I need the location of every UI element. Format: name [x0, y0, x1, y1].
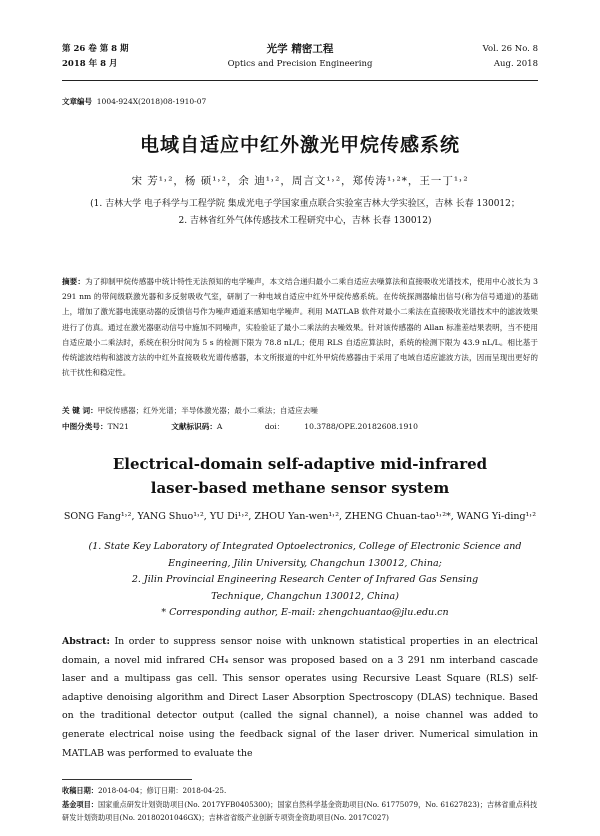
keywords-cn-label: 关 键 词：	[62, 406, 98, 415]
abstract-en-text: In order to suppress sensor noise with unknown statistical properties in an electrical domain, a novel mid infrared CH₄ sensor was proposed based on a 3 291 nm interband cascade laser and a multipass gas cell. This sensor operates using Recursive Least Square (RLS) self-adaptive denoising algorithm and Direct Laser Absorption Spectroscopy (DLAS) technique. Based on the traditional detector output (called the signal channel), a noise channel was added to generate electrical noise using the feedback signal of the laser driver. Numerical simulation in MATLAB was performed to evaluate the	[62, 636, 538, 759]
authors-en: SONG Fang¹˒², YANG Shuo¹˒², YU Di¹˒², ZHOU Yan-wen¹˒², ZHENG Chuan-tao¹˒²*, WANG Yi-ding¹˒²	[63, 511, 537, 522]
journal-title-en: Optics and Precision Engineering	[227, 59, 373, 69]
journal-title-cn: 光学 精密工程	[266, 43, 334, 55]
footnotes	[62, 784, 538, 825]
keywords-cn-text: 甲烷传感器；红外光谱；半导体激光器；最小二乘法；自适应去噪	[97, 406, 318, 415]
footnote-rule	[62, 779, 192, 780]
header-rule	[62, 80, 538, 81]
abstract-cn-text: 为了抑制甲烷传感器中统计特性无法预知的电学噪声，本文结合递归最小二乘自适应去噪算法和直接吸收光谱技术，使用中心波长为 3 291 nm 的带间级联激光器和多反射吸收气室，研制了一种电域自适应中红外甲烷传感系统。在传统探测器输出信号(称为信号通道)的基础上，增加了激光器电流驱动器的反馈信号作为噪声通道来感知电学噪声。利用 MATLAB 软件对最小二乘法在直接吸收光谱技术中的滤波效果进行了仿真。通过在激光器驱动信号中施加不同噪声，实验验证了最小二乘法的去噪效果。针对该传感器的 Allan 标准差结果表明，当不使用自适应最小二乘法时，系统在积分时间为 5 s 的检测下限为 78.8 nL/L；使用 RLS 自适应算法时，系统的检测下限为 43.9 nL/L。相比基于传统滤波结构和滤波方法的中红外直接吸收光谱传感器，本文所报道的中红外甲烷传感器由于采用了电域自适应滤波方法，因而呈现出更好的抗干扰性和稳定性。	[62, 277, 539, 378]
publication-date-en: Aug. 2018	[493, 59, 538, 69]
doi	[265, 422, 438, 431]
clc-value: TN21	[107, 422, 129, 431]
doi-value: 10.3788/OPE.20182608.1910	[304, 422, 418, 431]
clc-label: 中图分类号：	[62, 422, 108, 431]
abstract-en-label: Abstract:	[62, 636, 110, 647]
paper-title-en	[0, 452, 600, 500]
keywords-cn	[62, 403, 538, 418]
publication-date-cn: 2018 年 8 月	[62, 59, 118, 69]
funding	[62, 798, 538, 825]
paper-title-en-line-2: laser-based methane sensor system	[150, 479, 450, 497]
affiliation-en-2b: Technique, Changchun 130012, China)	[211, 590, 399, 602]
funding-label: 基金项目：	[62, 799, 98, 809]
abstract-cn-label: 摘要：	[62, 277, 86, 286]
article-number-label: 文章编号	[62, 97, 92, 106]
corresponding-author: * Corresponding author, E-mail: zhengchuantao@jlu.edu.cn	[161, 607, 449, 618]
doi-label: doi：	[264, 422, 285, 431]
affiliations-en	[40, 539, 570, 622]
journal-volume-info-en	[483, 42, 538, 72]
received-label: 收稿日期：	[62, 786, 98, 795]
authors-cn: 宋 芳¹˒²，杨 硕¹˒²，余 迪¹˒²，周言文¹˒²，郑传涛¹˒²*，王一丁¹˒²	[131, 175, 469, 187]
volume-issue-en: Vol. 26 No. 8	[482, 44, 538, 54]
paper-title-en-line-1: Electrical-domain self-adaptive mid-infrared	[112, 455, 488, 473]
affiliation-en-2: 2. Jilin Provincial Engineering Research Center of Infrared Gas Sensing	[131, 574, 479, 585]
article-number	[62, 96, 206, 107]
abstract-cn	[62, 274, 538, 380]
paper-title-cn: 电域自适应中红外激光甲烷传感系统	[139, 134, 460, 156]
affiliations-cn	[40, 196, 570, 230]
classification-cn	[62, 419, 538, 434]
abstract-en	[62, 633, 538, 763]
affiliation-cn-1: (1. 吉林大学 电子科学与工程学院 集成光电子学国家重点联合实验室吉林大学实验区，吉林 长春 130012；	[90, 199, 520, 209]
document-code	[171, 422, 242, 431]
clc-number	[62, 422, 149, 431]
affiliation-en-1b: Engineering, Jilin University, Changchun 130012, China;	[168, 557, 442, 569]
funding-text: 国家重点研发计划资助项目(No. 2017YFB0405300)；国家自然科学基金资助项目(No. 61775079，No. 61627823)；吉林省重点科技研发计划资助项目(No. 20180201046GX)；吉林省省级产业创新专项资金资助项目(No. 2017C027)	[62, 799, 538, 822]
affiliation-en-1: (1. State Key Laboratory of Integrated Optoelectronics, College of Electronic Science and	[88, 541, 522, 552]
doc-code-label: 文献标识码：	[171, 422, 217, 431]
doc-code-value: A	[216, 422, 223, 431]
affiliation-cn-2: 2. 吉林省红外气体传感技术工程研究中心，吉林 长春 130012)	[178, 216, 432, 226]
article-number-value: 1004-924X(2018)08-1910-07	[96, 97, 207, 106]
received-text: 2018-04-04；修订日期：2018-04-25.	[97, 786, 227, 795]
received-date	[62, 784, 538, 798]
volume-issue: 第 26 卷 第 8 期	[62, 44, 129, 54]
